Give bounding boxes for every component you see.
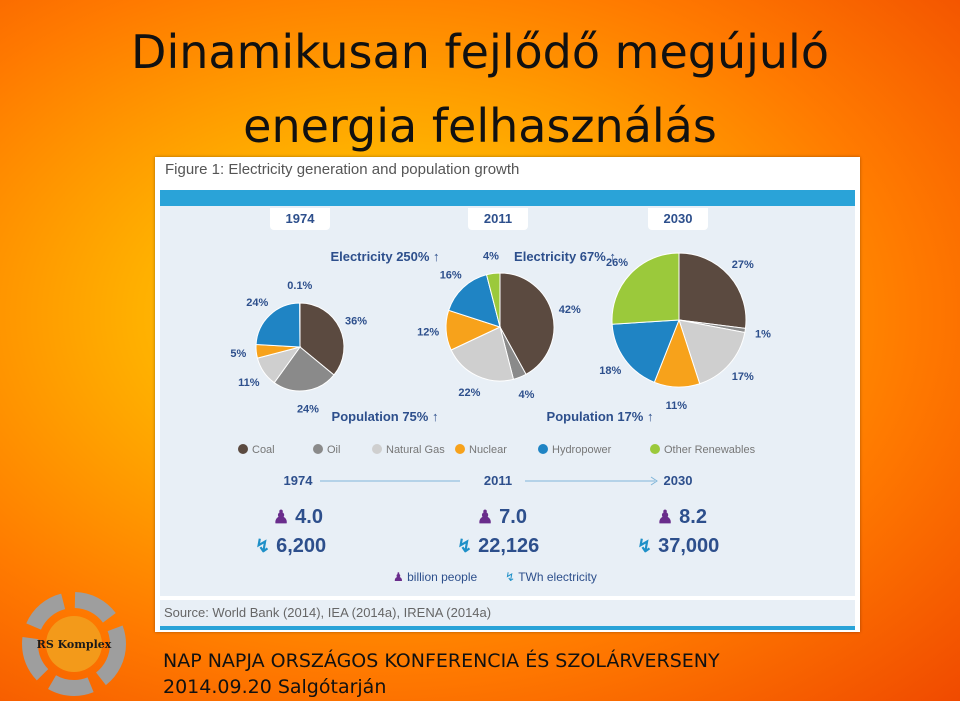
footer-date-place: 2014.09.20 Salgótarján: [163, 676, 387, 698]
year-tab-1974: 1974: [270, 208, 330, 230]
legend-marker-coal: [238, 444, 248, 454]
rs-komplex-logo: [15, 590, 133, 698]
legend-label-other-renewables: Other Renewables: [664, 444, 756, 456]
population-1974: [273, 506, 323, 529]
logo-text: RS Komplex: [36, 638, 112, 651]
person-icon: ♟: [657, 507, 674, 527]
pie-label-2030-hydropower: 18%: [599, 364, 622, 377]
population-2011: [477, 506, 527, 529]
legend-label-oil: Oil: [327, 444, 341, 456]
legend-marker-natural-gas: [372, 444, 382, 454]
year-tab-2030: 2030: [648, 208, 708, 230]
pie-label-1974-hydropower: 24%: [246, 297, 269, 310]
person-icon: ♟: [393, 570, 404, 584]
pie-label-1974-coal: 36%: [345, 315, 368, 328]
legend-label-natural-gas: Natural Gas: [386, 444, 445, 456]
pie-label-2011-natural-gas: 22%: [458, 387, 481, 400]
lightning-icon: ↯: [505, 570, 516, 584]
person-icon: ♟: [477, 507, 494, 527]
legend-marker-hydropower: [538, 444, 548, 454]
key-population-label: billion people: [407, 570, 478, 584]
pie-label-2030-natural-gas: 17%: [731, 371, 754, 384]
timeline-year-1974: 1974: [283, 473, 313, 488]
electricity-2030-value: 37,000: [658, 535, 720, 557]
legend-marker-other-renewables: [650, 444, 660, 454]
figure-source: Source: World Bank (2014), IEA (2014a), IRENA (2014a): [160, 600, 855, 626]
legend-label-hydropower: Hydropower: [552, 444, 612, 456]
electricity-2011-value: 22,126: [478, 535, 540, 557]
legend-label-coal: Coal: [252, 444, 275, 456]
pie-label-2030-other-renewables: 26%: [606, 256, 629, 269]
person-icon: ♟: [273, 507, 290, 527]
electricity-2011: [457, 535, 539, 558]
growth-electricity-1974-2011: Electricity 250% ↑: [330, 249, 440, 264]
electricity-2030: [637, 535, 719, 558]
slide-title-line1: Dinamikusan fejlődő megújuló: [131, 25, 829, 79]
pie-label-2030-coal: 27%: [731, 258, 754, 271]
footer-event: NAP NAPJA ORSZÁGOS KONFERENCIA ÉS SZOLÁRVERSENY: [163, 650, 720, 672]
pie-label-2030-oil: 1%: [755, 328, 771, 341]
population-2030-value: 8.2: [679, 506, 707, 528]
legend-label-nuclear: Nuclear: [469, 444, 507, 456]
pie-label-1974-other-renewables: 0.1%: [287, 280, 313, 293]
pie-label-2011-coal: 42%: [558, 304, 581, 317]
pie-slice-1974-hydropower: [256, 303, 300, 347]
electricity-1974: [255, 535, 326, 558]
pie-label-1974-oil: 24%: [296, 403, 319, 416]
pie-label-2011-hydropower: 16%: [439, 269, 462, 282]
figure-panel: [155, 157, 860, 632]
timeline-year-2030: 2030: [663, 473, 693, 488]
key-electricity-label: TWh electricity: [518, 570, 597, 584]
lightning-icon: ↯: [457, 536, 473, 556]
lightning-icon: ↯: [255, 536, 271, 556]
pie-label-1974-nuclear: 5%: [230, 348, 247, 361]
timeline-stats: [160, 467, 855, 596]
growth-population-2011-2030: Population 17% ↑: [546, 409, 654, 424]
legend-marker-oil: [313, 444, 323, 454]
figure-bottom-line: [160, 626, 855, 630]
key-population: [393, 570, 477, 584]
figure-caption: Figure 1: Electricity generation and population growth: [165, 161, 520, 178]
population-2030: [657, 506, 707, 529]
slide-title-line2: energia felhasználás: [243, 99, 717, 153]
growth-population-1974-2011: Population 75% ↑: [331, 409, 439, 424]
pie-label-2011-oil: 4%: [518, 388, 535, 401]
population-1974-value: 4.0: [295, 506, 323, 528]
lightning-icon: ↯: [637, 536, 653, 556]
pie-label-2011-nuclear: 12%: [417, 326, 440, 339]
timeline-year-2011: 2011: [483, 473, 513, 488]
pie-label-2011-other-renewables: 4%: [483, 250, 499, 263]
growth-electricity-2011-2030: Electricity 67% ↑: [514, 249, 616, 264]
pie-label-1974-natural-gas: 11%: [238, 377, 260, 390]
key-electricity: [505, 570, 597, 584]
year-tab-2011: 2011: [468, 208, 528, 230]
electricity-1974-value: 6,200: [276, 535, 327, 557]
legend-marker-nuclear: [455, 444, 465, 454]
population-2011-value: 7.0: [499, 506, 527, 528]
pie-label-2030-nuclear: 11%: [665, 399, 688, 412]
